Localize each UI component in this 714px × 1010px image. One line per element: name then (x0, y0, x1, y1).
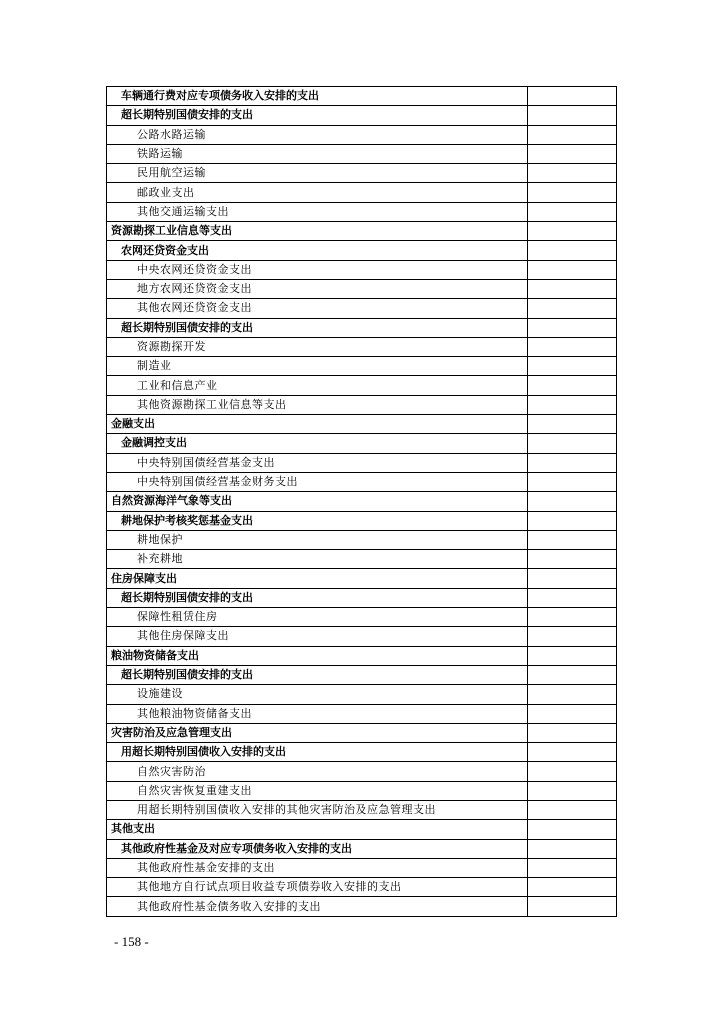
row-value (528, 299, 617, 318)
row-label: 金融支出 (107, 415, 528, 434)
row-label: 其他农网还贷资金支出 (107, 299, 528, 318)
row-value (528, 337, 617, 356)
table-row (107, 685, 617, 704)
row-label: 超长期特别国债安排的支出 (107, 318, 528, 337)
row-value (528, 800, 617, 819)
table-row (107, 858, 617, 877)
table-row (107, 395, 617, 414)
table-row (107, 125, 617, 144)
row-value (528, 511, 617, 530)
row-label: 金融调控支出 (107, 434, 528, 453)
row-value (528, 376, 617, 395)
row-value (528, 415, 617, 434)
table-row (107, 569, 617, 588)
row-label: 工业和信息产业 (107, 376, 528, 395)
table-row (107, 434, 617, 453)
row-value (528, 858, 617, 877)
row-label: 其他支出 (107, 820, 528, 839)
row-value (528, 781, 617, 800)
table-row (107, 492, 617, 511)
row-label: 其他地方自行试点项目收益专项债券收入安排的支出 (107, 878, 528, 897)
row-value (528, 743, 617, 762)
row-label: 制造业 (107, 357, 528, 376)
row-value (528, 144, 617, 163)
row-value (528, 878, 617, 897)
row-value (528, 646, 617, 665)
row-label: 保障性租赁住房 (107, 608, 528, 627)
row-value (528, 704, 617, 723)
row-label: 用超长期特别国债收入安排的支出 (107, 743, 528, 762)
row-label: 其他政府性基金债务收入安排的支出 (107, 897, 528, 916)
table-row (107, 588, 617, 607)
row-value (528, 357, 617, 376)
table-row (107, 704, 617, 723)
row-label: 车辆通行费对应专项债务收入安排的支出 (107, 87, 528, 106)
row-value (528, 260, 617, 279)
expenditure-table (106, 86, 617, 917)
table-row (107, 318, 617, 337)
table-row (107, 299, 617, 318)
row-label: 其他政府性基金安排的支出 (107, 858, 528, 877)
table-row (107, 376, 617, 395)
row-value (528, 608, 617, 627)
row-value (528, 492, 617, 511)
table-row (107, 357, 617, 376)
table-row (107, 665, 617, 684)
row-value (528, 550, 617, 569)
row-value (528, 472, 617, 491)
table-row (107, 183, 617, 202)
row-value (528, 627, 617, 646)
row-value (528, 279, 617, 298)
row-value (528, 87, 617, 106)
table-row (107, 202, 617, 221)
row-label: 资源勘探工业信息等支出 (107, 222, 528, 241)
row-label: 农网还贷资金支出 (107, 241, 528, 260)
row-value (528, 820, 617, 839)
row-value (528, 530, 617, 549)
table-row (107, 222, 617, 241)
row-label: 粮油物资储备支出 (107, 646, 528, 665)
row-label: 其他粮油物资储备支出 (107, 704, 528, 723)
table-row (107, 878, 617, 897)
row-value (528, 723, 617, 742)
row-label: 中央特别国债经营基金财务支出 (107, 472, 528, 491)
row-value (528, 106, 617, 125)
table-row (107, 781, 617, 800)
table-row (107, 762, 617, 781)
row-value (528, 395, 617, 414)
table-row (107, 144, 617, 163)
row-label: 其他交通运输支出 (107, 202, 528, 221)
row-label: 铁路运输 (107, 144, 528, 163)
table-row (107, 608, 617, 627)
row-label: 自然资源海洋气象等支出 (107, 492, 528, 511)
row-value (528, 318, 617, 337)
row-label: 设施建设 (107, 685, 528, 704)
row-label: 住房保障支出 (107, 569, 528, 588)
row-label: 超长期特别国债安排的支出 (107, 106, 528, 125)
table-row (107, 550, 617, 569)
row-label: 民用航空运输 (107, 164, 528, 183)
row-label: 中央特别国债经营基金支出 (107, 453, 528, 472)
row-value (528, 453, 617, 472)
row-value (528, 762, 617, 781)
row-value (528, 665, 617, 684)
row-value (528, 164, 617, 183)
row-value (528, 222, 617, 241)
row-value (528, 202, 617, 221)
table-row (107, 897, 617, 916)
table-row (107, 453, 617, 472)
page-number: - 158 - (114, 934, 149, 949)
table-row (107, 800, 617, 819)
table-row (107, 106, 617, 125)
row-label: 其他资源勘探工业信息等支出 (107, 395, 528, 414)
row-value (528, 241, 617, 260)
table-row (107, 87, 617, 106)
table-row (107, 241, 617, 260)
table-row (107, 279, 617, 298)
row-label: 其他政府性基金及对应专项债务收入安排的支出 (107, 839, 528, 858)
row-label: 自然灾害恢复重建支出 (107, 781, 528, 800)
row-value (528, 125, 617, 144)
row-label: 邮政业支出 (107, 183, 528, 202)
row-value (528, 434, 617, 453)
row-label: 公路水路运输 (107, 125, 528, 144)
row-label: 自然灾害防治 (107, 762, 528, 781)
row-value (528, 183, 617, 202)
table-row (107, 646, 617, 665)
table-row (107, 839, 617, 858)
table-row (107, 723, 617, 742)
row-value (528, 685, 617, 704)
table-row (107, 415, 617, 434)
table-row (107, 164, 617, 183)
row-label: 耕地保护考核奖惩基金支出 (107, 511, 528, 530)
row-label: 其他住房保障支出 (107, 627, 528, 646)
row-value (528, 588, 617, 607)
row-label: 耕地保护 (107, 530, 528, 549)
row-label: 资源勘探开发 (107, 337, 528, 356)
table-row (107, 627, 617, 646)
expenditure-table-body (107, 87, 617, 917)
row-label: 地方农网还贷资金支出 (107, 279, 528, 298)
row-label: 用超长期特别国债收入安排的其他灾害防治及应急管理支出 (107, 800, 528, 819)
table-row (107, 820, 617, 839)
row-value (528, 839, 617, 858)
row-value (528, 897, 617, 916)
table-row (107, 337, 617, 356)
table-row (107, 260, 617, 279)
table-row (107, 472, 617, 491)
table-row (107, 530, 617, 549)
row-label: 超长期特别国债安排的支出 (107, 588, 528, 607)
table-row (107, 743, 617, 762)
row-label: 中央农网还贷资金支出 (107, 260, 528, 279)
row-label: 灾害防治及应急管理支出 (107, 723, 528, 742)
table-row (107, 511, 617, 530)
row-label: 补充耕地 (107, 550, 528, 569)
row-value (528, 569, 617, 588)
row-label: 超长期特别国债安排的支出 (107, 665, 528, 684)
